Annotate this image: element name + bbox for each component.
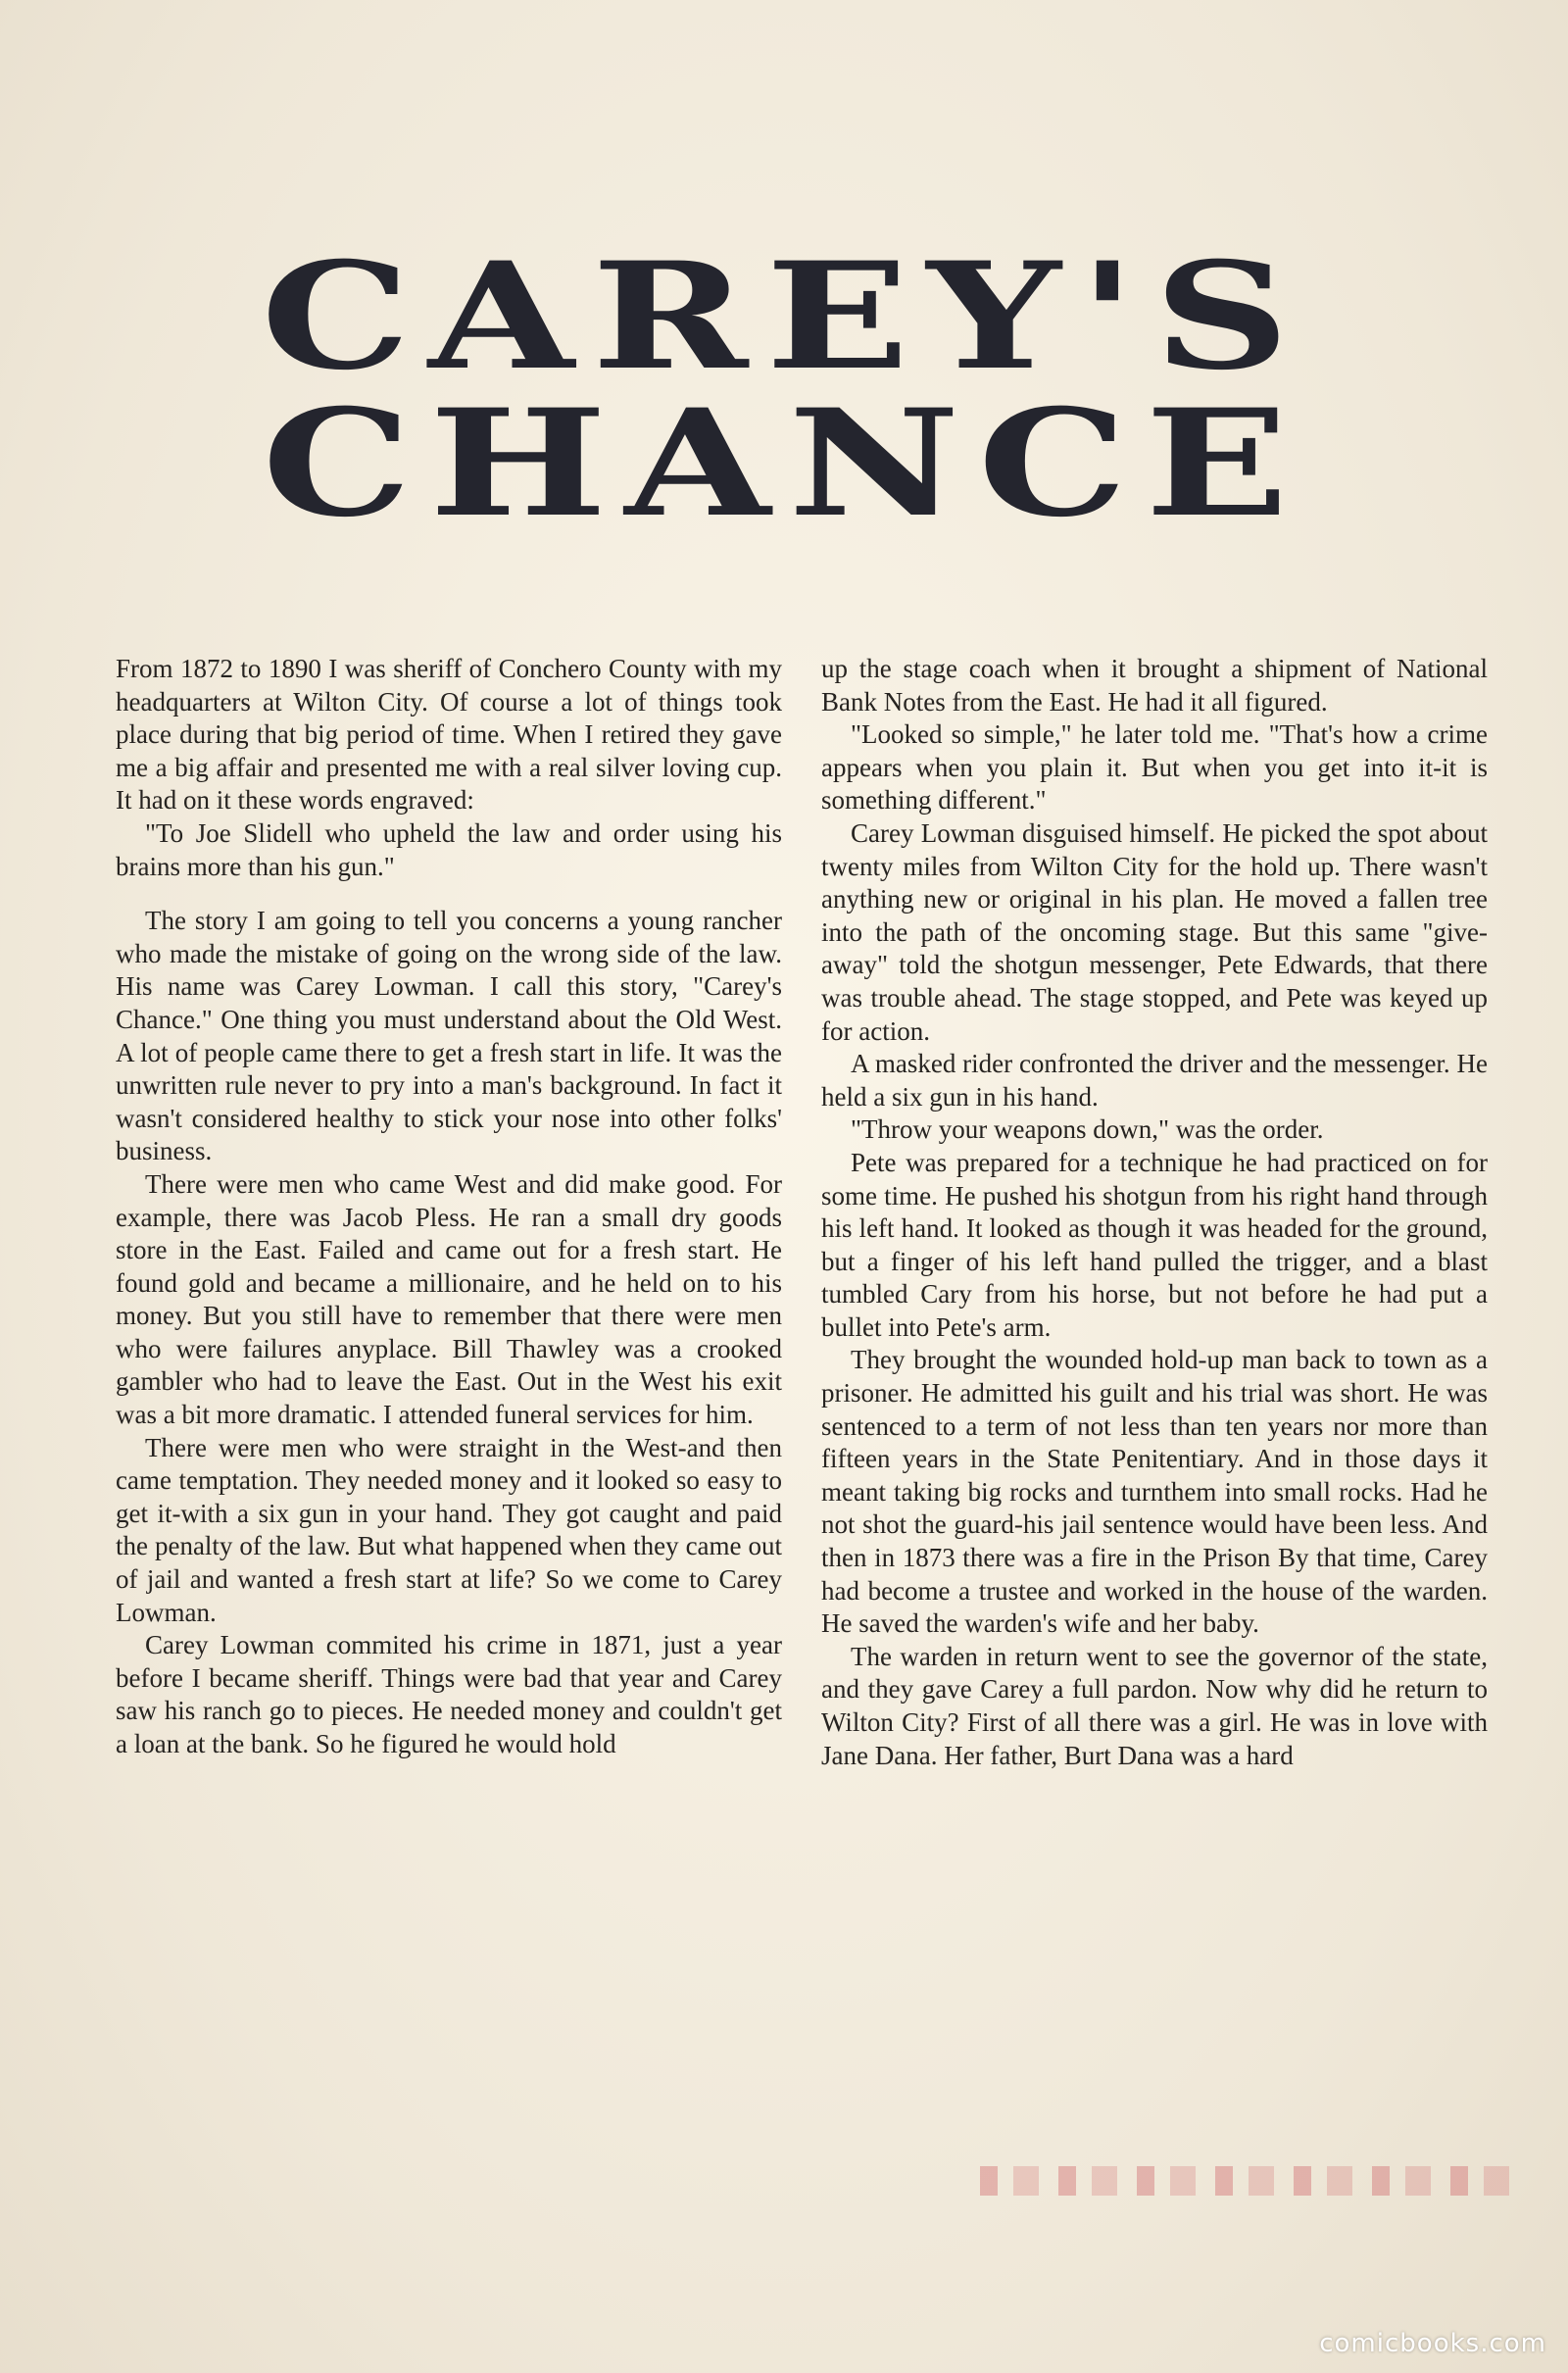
paragraph: "Looked so simple," he later told me. "That's how a crime appears when you plain it. But when you get into it-it is something different." <box>821 719 1488 816</box>
faded-stamp-mark <box>980 2166 1509 2196</box>
paragraph: They brought the wounded hold-up man back to town as a prisoner. He admitted his guilt and his trial was short. He was sentenced to a term of not less than ten years nor more than fifteen years in the State Penitentiary. And in those days it meant taking big rocks and turnthem into small rocks. Had he not shot the guard-his jail sentence would have been less. And then in 1873 there was a fire in the Prison By that time, Carey had become a trustee and worked in the house of the warden. He saved the warden's wife and her baby. <box>821 1345 1488 1639</box>
paragraph: Carey Lowman commited his crime in 1871, just a year before I became sheriff. Things were bad that year and Carey saw his ranch go to pieces. He needed money and couldn't get a loan at the bank. So he figured he would hold <box>116 1630 782 1758</box>
paragraph: There were men who were straight in the West-and then came temptation. They needed money and it looked so easy to get it-with a six gun in your hand. They got caught and paid the penalty of the law. But what happened when they came out of jail and wanted a fresh start at life? So we come to Carey Lowman. <box>116 1432 782 1627</box>
left-text-column <box>116 653 782 1761</box>
cup-inscription: "To Joe Slidell who upheld the law and order using his brains more than his gun." <box>116 817 782 881</box>
paragraph: The story I am going to tell you concerns a young rancher who made the mistake of going on the wrong side of the law. His name was Carey Lowman. I call this story, "Carey's Chance." One thing you must understand about the Old West. A lot of people came there to get a fresh start in life. It was the unwritten rule never to pry into a man's background. In fact it wasn't considered healthy to stick your nose into other folks' business. <box>116 906 782 1166</box>
paragraph: "Throw your weapons down," was the order. <box>851 1114 1324 1145</box>
story-title-line-1: CAREY'S <box>261 230 1307 403</box>
paragraph: up the stage coach when it brought a shipment of National Bank Notes from the East. He had it all figured. <box>821 654 1488 717</box>
site-watermark: comicbooks.com <box>1319 2329 1546 2358</box>
right-text-column <box>821 653 1488 1772</box>
story-title-line-2: CHANCE <box>262 377 1306 550</box>
paragraph: From 1872 to 1890 I was sheriff of Conchero County with my headquarters at Wilton City. Of course a lot of things took place during that big period of time. When I retired they gave me a big affair and presented me with a real silver loving cup. It had on it these words engraved: <box>116 654 782 816</box>
paragraph: The warden in return went to see the governor of the state, and they gave Carey a full pardon. Now why did he return to Wilton City? First of all there was a girl. He was in love with Jane Dana. Her father, Burt Dana was a hard <box>821 1641 1488 1770</box>
paragraph: Pete was prepared for a technique he had practiced on for some time. He pushed his shotgun from his right hand through his left hand. It looked as though it was headed for the ground, but a finger of his left hand pulled the trigger, and a blast tumbled Cary from his horse, but not before he had put a bullet into Pete's arm. <box>821 1147 1488 1342</box>
paragraph: There were men who came West and did make good. For example, there was Jacob Pless. He ran a small dry goods store in the East. Failed and came out for a fresh start. He found gold and became a millionaire, and he held on to his money. But you still have to remember that there were men who were failures anyplace. Bill Thawley was a crooked gambler who had to leave the East. Out in the West his exit was a bit more dramatic. I attended funeral services for him. <box>116 1168 782 1430</box>
paragraph: Carey Lowman disguised himself. He picked the spot about twenty miles from Wilton City for the hold up. There wasn't anything new or original in his plan. He moved a fallen tree into the path of the oncoming stage. But this same "give-away" told the shotgun messenger, Pete Edwards, that there was trouble ahead. The stage stopped, and Pete was keyed up for action. <box>821 817 1488 1046</box>
paragraph: A masked rider confronted the driver and the messenger. He held a six gun in his hand. <box>821 1049 1488 1112</box>
